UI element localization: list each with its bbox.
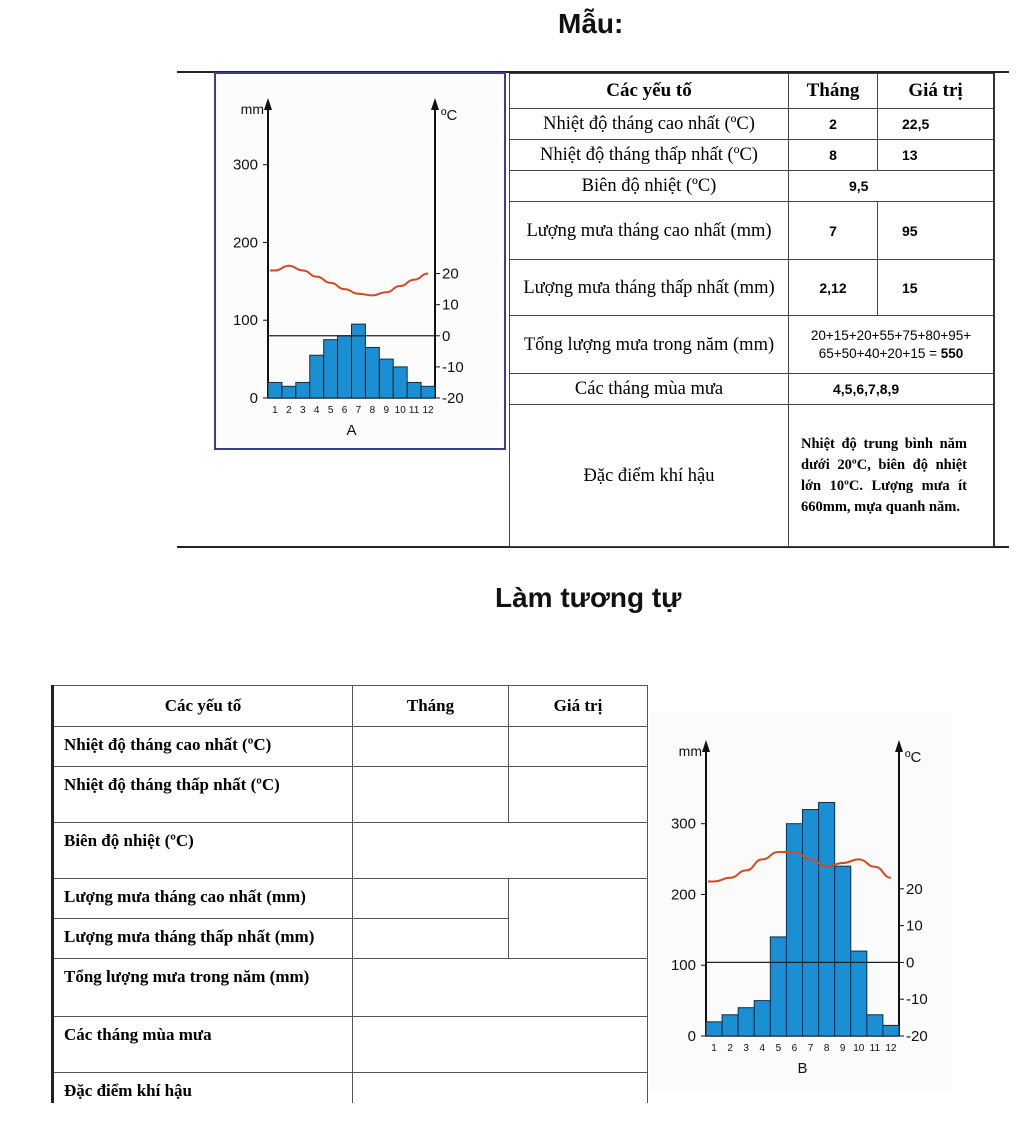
- factor-cell: Tổng lượng mưa trong năm (mm): [53, 959, 353, 1017]
- header-factor: Các yếu tố: [510, 74, 789, 109]
- right-tick-label: -20: [442, 390, 464, 407]
- month-answer-cell[interactable]: [353, 727, 509, 767]
- left-tick-label: 300: [670, 815, 696, 833]
- bar: [282, 386, 296, 398]
- value-cell: 22,5: [878, 109, 994, 140]
- month-label: 1: [272, 405, 278, 416]
- header-value: Giá trị: [509, 686, 648, 727]
- value-answer-cell[interactable]: [509, 727, 648, 767]
- factor-cell: Nhiệt độ tháng cao nhất (ºC): [53, 727, 353, 767]
- header-factor: Các yếu tố: [53, 686, 353, 727]
- bar: [770, 937, 786, 1036]
- left-unit-label: mm: [240, 101, 264, 117]
- right-tick-label: 0: [906, 954, 915, 972]
- bar: [867, 1015, 883, 1036]
- factor-cell: Biên độ nhiệt (ºC): [53, 823, 353, 879]
- month-cell: 2: [789, 109, 878, 140]
- table-row: [510, 202, 994, 260]
- bar: [851, 951, 867, 1036]
- right-tick-label: 10: [906, 917, 923, 935]
- practice-heading: Làm tương tự: [495, 582, 682, 613]
- month-label: 3: [300, 405, 306, 416]
- table-row: [510, 171, 994, 202]
- month-label: 9: [839, 1043, 846, 1054]
- month-answer-cell[interactable]: [353, 767, 509, 823]
- bar: [324, 340, 338, 398]
- left-tick-label: 0: [249, 390, 258, 407]
- month-label: 5: [775, 1043, 782, 1054]
- total-rain-line1: 20+15+20+55+75+80+95+: [810, 327, 972, 343]
- month-label: 7: [807, 1043, 814, 1054]
- climate-chart-a: [214, 72, 508, 452]
- bar: [803, 810, 819, 1036]
- month-label: 10: [853, 1043, 865, 1054]
- table-row: [53, 1073, 648, 1103]
- right-tick-label: 10: [442, 296, 459, 314]
- bar: [738, 1008, 754, 1036]
- month-label: 4: [313, 405, 320, 416]
- factor-cell: Nhiệt độ tháng thấp nhất (ºC): [53, 767, 353, 823]
- factor-cell: Các tháng mùa mưa: [510, 374, 789, 405]
- bar: [338, 336, 352, 398]
- merged-answer-cell[interactable]: [353, 959, 648, 1017]
- left-tick-label: 200: [232, 234, 258, 252]
- header-month: Tháng: [353, 686, 509, 727]
- bar: [421, 386, 435, 398]
- month-label: 8: [369, 405, 376, 416]
- table-row: [510, 260, 994, 316]
- month-label: 7: [355, 405, 362, 416]
- table-row: [53, 727, 648, 767]
- total-rain-line2: 65+50+40+20+15 =: [818, 345, 941, 361]
- factor-cell: Các tháng mùa mưa: [53, 1017, 353, 1073]
- practice-table: [51, 685, 648, 1103]
- month-label: 12: [422, 405, 434, 416]
- factor-cell: Nhiệt độ tháng thấp nhất (ºC): [510, 140, 789, 171]
- month-label: 5: [327, 405, 334, 416]
- chart-letter: B: [797, 1060, 808, 1077]
- value-cell: 13: [878, 140, 994, 171]
- bar: [393, 367, 407, 398]
- table-row: [510, 374, 994, 405]
- sample-heading: Mẫu:: [558, 8, 624, 39]
- factor-cell: Đặc điểm khí hậu: [510, 405, 789, 547]
- table-row: [53, 767, 648, 823]
- merged-answer-cell[interactable]: [353, 1017, 648, 1073]
- bar: [706, 1022, 722, 1036]
- month-label: 11: [408, 405, 420, 416]
- bar: [883, 1025, 899, 1036]
- table-row: [510, 140, 994, 171]
- value-answer-cell[interactable]: [509, 879, 648, 919]
- factor-cell: Lượng mưa tháng thấp nhất (mm): [53, 919, 353, 959]
- table-row: [510, 405, 994, 547]
- value-answer-cell[interactable]: [509, 767, 648, 823]
- merged-answer-cell[interactable]: [353, 1073, 648, 1103]
- month-label: 6: [791, 1043, 798, 1054]
- right-tick-label: -10: [906, 991, 928, 1009]
- total-rain-cell: [789, 316, 994, 374]
- factor-cell: Lượng mưa tháng cao nhất (mm): [510, 202, 789, 260]
- table-row: [53, 919, 648, 959]
- right-tick-label: -10: [442, 358, 464, 376]
- bar: [722, 1015, 738, 1036]
- right-unit-label: ºC: [441, 107, 458, 124]
- sample-table: [509, 73, 994, 547]
- table-row: [53, 879, 648, 919]
- left-tick-label: 200: [670, 886, 696, 904]
- bar: [310, 355, 324, 398]
- header-month: Tháng: [789, 74, 878, 109]
- month-answer-cell[interactable]: [353, 879, 509, 919]
- month-answer-cell[interactable]: [353, 919, 509, 959]
- practice-table-header: [53, 686, 648, 727]
- merged-answer-cell[interactable]: [353, 823, 648, 879]
- header-value: Giá trị: [878, 74, 994, 109]
- merged-cell: 4,5,6,7,8,9: [789, 374, 994, 405]
- factor-cell: Tổng lượng mưa trong năm (mm): [510, 316, 789, 374]
- month-label: 9: [383, 405, 390, 416]
- table-row: [510, 316, 994, 374]
- bar: [365, 347, 379, 398]
- table-row: [53, 959, 648, 1017]
- value-cell: 95: [878, 202, 994, 260]
- factor-cell: Nhiệt độ tháng cao nhất (ºC): [510, 109, 789, 140]
- climate-note-cell: Nhiệt độ trung bình năm dưới 20ºC, biên độ nhiệt lớn 10ºC. Lượng mưa ít 660mm, mựa quanh năm.: [789, 405, 994, 547]
- value-answer-cell[interactable]: [509, 919, 648, 959]
- month-label: 2: [727, 1043, 733, 1054]
- month-label: 2: [286, 405, 292, 416]
- right-tick-label: 20: [906, 880, 923, 898]
- bar: [754, 1001, 770, 1036]
- chart-letter: A: [346, 422, 357, 439]
- month-label: 12: [885, 1043, 897, 1054]
- month-label: 3: [743, 1043, 749, 1054]
- factor-cell: Đặc điểm khí hậu: [53, 1073, 353, 1103]
- month-cell: 2,12: [789, 260, 878, 316]
- right-tick-label: -20: [906, 1028, 928, 1045]
- bar: [819, 802, 835, 1036]
- month-label: 1: [711, 1043, 717, 1054]
- bar: [407, 382, 421, 398]
- bar: [786, 824, 802, 1036]
- table-row: [53, 1017, 648, 1073]
- month-label: 11: [869, 1043, 881, 1054]
- bar: [268, 382, 282, 398]
- left-tick-label: 100: [232, 312, 258, 330]
- month-label: 4: [759, 1043, 766, 1054]
- left-tick-label: 100: [670, 957, 696, 975]
- right-tick-label: 20: [442, 265, 459, 283]
- month-label: 6: [341, 405, 348, 416]
- climate-chart-b: [650, 712, 952, 1092]
- bar: [379, 359, 393, 398]
- right-unit-label: ºC: [905, 749, 922, 766]
- table-right-bar: [993, 73, 995, 547]
- month-cell: 8: [789, 140, 878, 171]
- sample-table-header: [510, 74, 994, 109]
- month-label: 10: [394, 405, 406, 416]
- total-rain-sum: 550: [940, 345, 964, 361]
- left-tick-label: 0: [687, 1028, 696, 1045]
- table-row: [53, 823, 648, 879]
- month-label: 8: [823, 1043, 830, 1054]
- bar: [835, 866, 851, 1036]
- value-cell: 15: [878, 260, 994, 316]
- merged-cell: 9,5: [789, 171, 994, 202]
- factor-cell: Biên độ nhiệt (ºC): [510, 171, 789, 202]
- bar: [296, 382, 310, 398]
- left-unit-label: mm: [678, 743, 702, 759]
- factor-cell: Lượng mưa tháng cao nhất (mm): [53, 879, 353, 919]
- table-row: [510, 109, 994, 140]
- factor-cell: Lượng mưa tháng thấp nhất (mm): [510, 260, 789, 316]
- left-tick-label: 300: [232, 156, 258, 174]
- right-tick-label: 0: [442, 327, 451, 345]
- month-cell: 7: [789, 202, 878, 260]
